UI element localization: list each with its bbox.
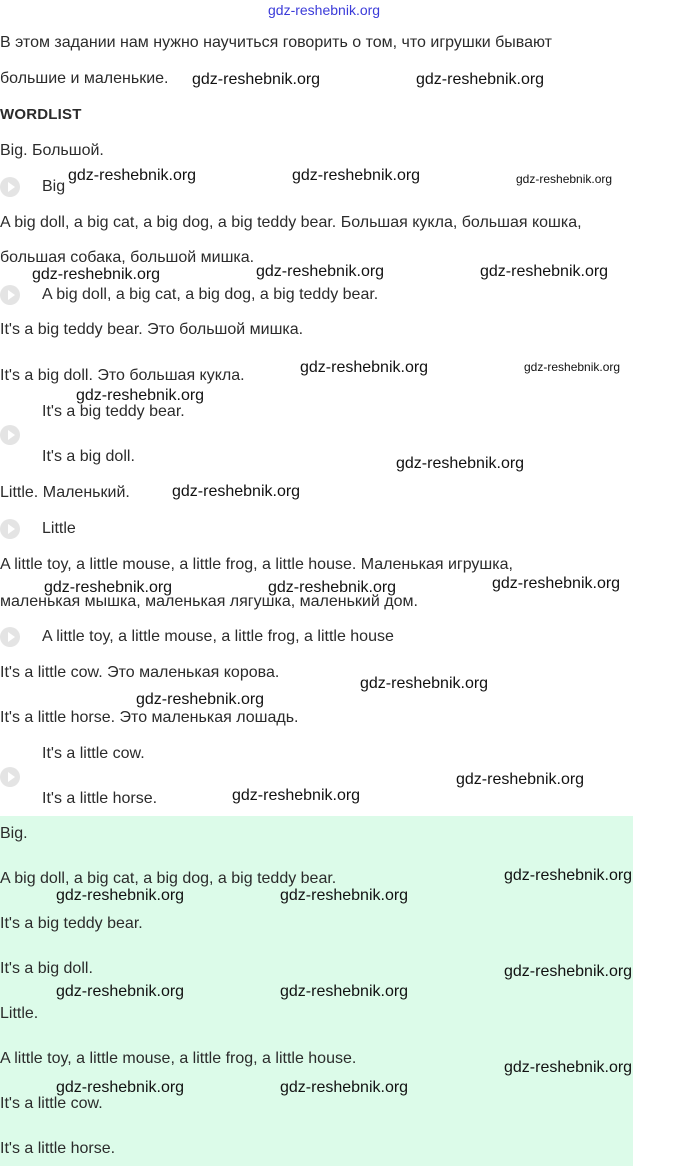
watermark: gdz-reshebnik.org xyxy=(172,483,301,500)
play-icon[interactable] xyxy=(0,177,20,197)
wordlist-heading: WORDLIST xyxy=(0,106,82,123)
site-link[interactable]: gdz-reshebnik.org xyxy=(268,2,381,18)
watermark: gdz-reshebnik.org xyxy=(516,172,613,186)
watermark: gdz-reshebnik.org xyxy=(292,167,421,184)
answer-line: It's a little cow. xyxy=(0,1095,103,1112)
answer-line: It's a big doll. xyxy=(0,960,93,977)
watermark: gdz-reshebnik.org xyxy=(232,787,361,804)
play-icon[interactable] xyxy=(0,285,20,305)
audio-label-big-phrase: A big doll, a big cat, a big dog, a big teddy bear. xyxy=(42,286,379,303)
little-word-translation: Little. Маленький. xyxy=(0,484,130,501)
watermark: gdz-reshebnik.org xyxy=(504,963,633,980)
audio-label-little-sentence-1: It's a little cow. xyxy=(42,745,145,762)
play-icon[interactable] xyxy=(0,425,20,445)
big-phrase-translation-2: большая собака, большой мишка. xyxy=(0,249,255,266)
audio-label-little: Little xyxy=(42,520,76,537)
audio-label-little-sentence-2: It's a little horse. xyxy=(42,790,158,807)
audio-label-big-sentence-2: It's a big doll. xyxy=(42,448,135,465)
intro-line-1: В этом задании нам нужно научиться говорить о том, что игрушки бывают xyxy=(0,34,552,51)
answer-line: Big. xyxy=(0,825,28,842)
play-icon[interactable] xyxy=(0,627,20,647)
audio-label-big-sentence-1: It's a big teddy bear. xyxy=(42,403,185,420)
answer-line: It's a big teddy bear. xyxy=(0,915,143,932)
watermark: gdz-reshebnik.org xyxy=(360,675,489,692)
watermark: gdz-reshebnik.org xyxy=(44,579,173,596)
audio-label-big: Big xyxy=(42,178,66,195)
little-sentence-2: It's a little horse. Это маленькая лошадь. xyxy=(0,709,299,726)
little-phrase-translation-2: маленькая мышка, маленькая лягушка, маленький дом. xyxy=(0,593,418,610)
watermark: gdz-reshebnik.org xyxy=(268,579,397,596)
watermark: gdz-reshebnik.org xyxy=(256,263,385,280)
watermark: gdz-reshebnik.org xyxy=(76,387,205,404)
audio-label-little-phrase: A little toy, a little mouse, a little frog, a little house xyxy=(42,628,394,645)
answer-line: Little. xyxy=(0,1005,39,1022)
watermark: gdz-reshebnik.org xyxy=(280,1079,409,1096)
big-word-translation: Big. Большой. xyxy=(0,142,104,159)
little-phrase-translation-1: A little toy, a little mouse, a little frog, a little house. Маленькая игрушка, xyxy=(0,556,513,573)
intro-line-2: большие и маленькие. xyxy=(0,70,169,87)
watermark: gdz-reshebnik.org xyxy=(56,983,185,1000)
watermark: gdz-reshebnik.org xyxy=(280,983,409,1000)
watermark: gdz-reshebnik.org xyxy=(136,691,265,708)
watermark: gdz-reshebnik.org xyxy=(32,266,161,283)
watermark: gdz-reshebnik.org xyxy=(192,71,321,88)
watermark: gdz-reshebnik.org xyxy=(456,771,585,788)
watermark: gdz-reshebnik.org xyxy=(416,71,545,88)
watermark: gdz-reshebnik.org xyxy=(492,575,621,592)
little-sentence-1: It's a little cow. Это маленькая корова. xyxy=(0,664,280,681)
watermark: gdz-reshebnik.org xyxy=(56,887,185,904)
big-sentence-2: It's a big doll. Это большая кукла. xyxy=(0,367,245,384)
watermark: gdz-reshebnik.org xyxy=(524,360,621,374)
answer-line: It's a little horse. xyxy=(0,1140,116,1157)
answer-line: A big doll, a big cat, a big dog, a big teddy bear. xyxy=(0,870,337,887)
watermark: gdz-reshebnik.org xyxy=(280,887,409,904)
big-sentence-1: It's a big teddy bear. Это большой мишка. xyxy=(0,321,304,338)
watermark: gdz-reshebnik.org xyxy=(504,867,633,884)
watermark: gdz-reshebnik.org xyxy=(300,359,429,376)
watermark: gdz-reshebnik.org xyxy=(480,263,609,280)
play-icon[interactable] xyxy=(0,519,20,539)
watermark: gdz-reshebnik.org xyxy=(68,167,197,184)
play-icon[interactable] xyxy=(0,767,20,787)
watermark: gdz-reshebnik.org xyxy=(56,1079,185,1096)
watermark: gdz-reshebnik.org xyxy=(504,1059,633,1076)
big-phrase-translation-1: A big doll, a big cat, a big dog, a big teddy bear. Большая кукла, большая кошка, xyxy=(0,214,582,231)
watermark: gdz-reshebnik.org xyxy=(396,455,525,472)
answer-line: A little toy, a little mouse, a little frog, a little house. xyxy=(0,1050,357,1067)
